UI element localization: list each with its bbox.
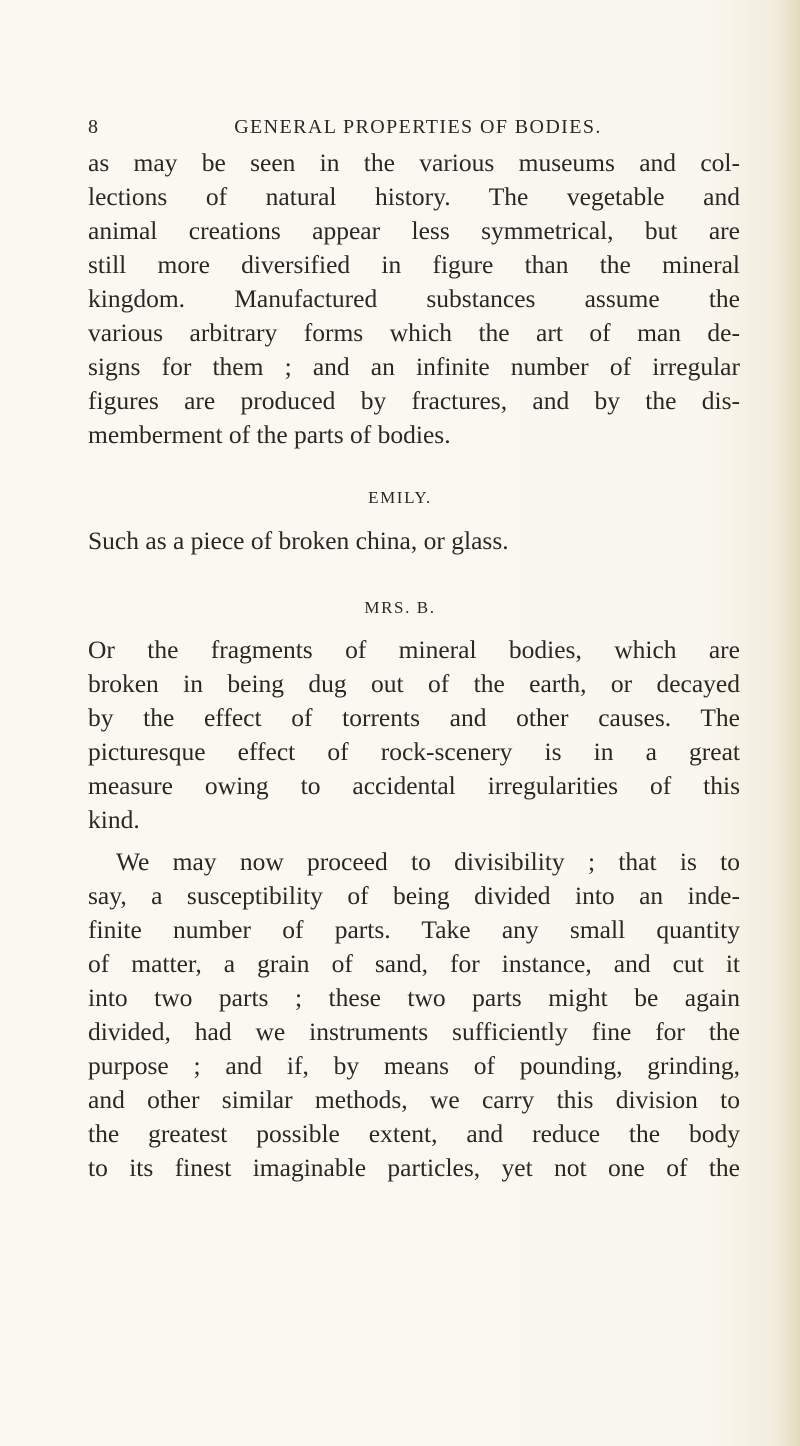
dialogue-line: kind. [88,805,140,834]
dialogue-line: Or the fragments of mineral bodies, which are [88,635,740,664]
paragraph-line: figures are produced by fractures, and by the dis- [88,386,740,415]
paragraph-line: of matter, a grain of sand, for instance, and cut it [88,949,740,978]
dialogue-line: measure owing to accidental irregularities of this [88,771,740,800]
paragraph-line: kingdom. Manufactured substances assume the [88,284,740,313]
paragraph-line: to its finest imaginable particles, yet not one of the [88,1153,740,1182]
dialogue-line: Such as a piece of broken china, or glass. [88,526,509,555]
page-header [88,113,748,141]
paragraph-line: finite number of parts. Take any small quantity [88,915,740,944]
paragraph-line: say, a susceptibility of being divided into an inde- [88,881,740,910]
paragraph-line: various arbitrary forms which the art of man de- [88,318,740,347]
paragraph-line: animal creations appear less symmetrical, but are [88,216,740,245]
paragraph-line: into two parts ; these two parts might be again [88,983,740,1012]
page-number: 8 [88,116,100,138]
paragraph-line: the greatest possible extent, and reduce the body [88,1119,740,1148]
paragraph-line: We may now proceed to divisibility ; that is to [116,847,740,876]
dialogue-line: broken in being dug out of the earth, or decayed [88,669,740,698]
paragraph-line: signs for them ; and an infinite number of irregular [88,352,740,381]
paragraph-line: as may be seen in the various museums and col- [88,148,740,177]
dialogue-line: by the effect of torrents and other causes. The [88,703,740,732]
speaker-name-emily: EMILY. [368,488,432,507]
paragraph-line: purpose ; and if, by means of pounding, grinding, [88,1051,740,1080]
page-edge-shadow [778,0,800,1446]
paragraph-line: lections of natural history. The vegetable and [88,182,740,211]
speaker-name-mrs-b: MRS. B. [364,598,436,617]
paragraph-line: still more diversified in figure than the mineral [88,250,740,279]
dialogue-line: picturesque effect of rock-scenery is in a great [88,737,740,766]
paragraph-line: divided, had we instruments sufficiently fine for the [88,1017,740,1046]
running-head: GENERAL PROPERTIES OF BODIES. [234,116,602,138]
paragraph-line: memberment of the parts of bodies. [88,420,451,449]
paragraph-line: and other similar methods, we carry this division to [88,1085,740,1114]
